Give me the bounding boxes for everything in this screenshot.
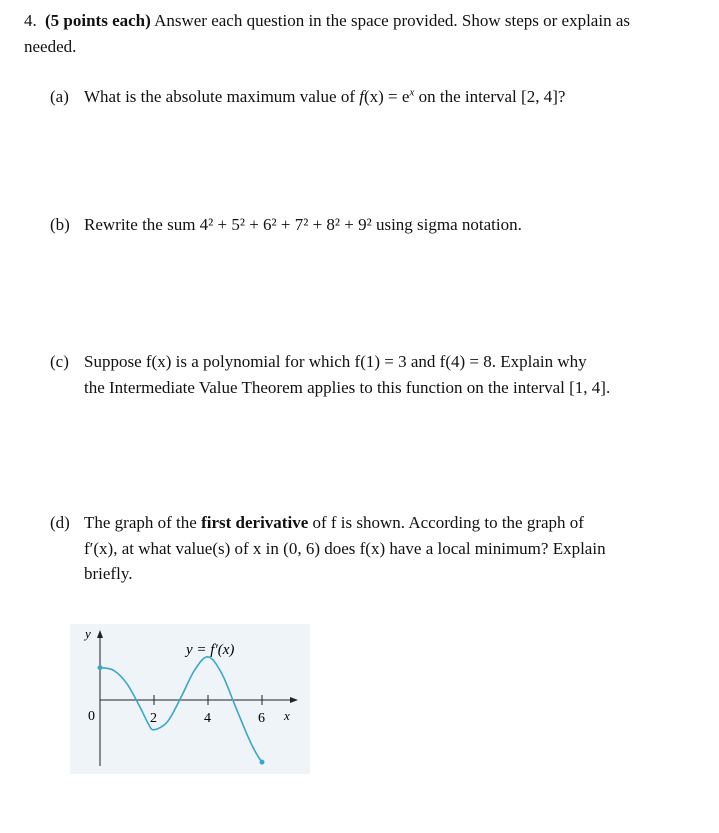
derivative-graph	[70, 624, 310, 774]
x-tick-label-6: 6	[258, 711, 265, 726]
part-a-label: (a)	[50, 87, 69, 106]
part-a-fx: f	[359, 87, 364, 106]
problem-header	[24, 8, 684, 59]
part-d-label: (d)	[50, 513, 70, 532]
part-d-line2: f′(x), at what value(s) of x in (0, 6) does f(x) have a local minimum? Explain	[84, 538, 606, 558]
part-d-text2: of f is shown. According to the graph of	[312, 513, 584, 532]
part-a-exp: x	[409, 86, 415, 99]
problem-number: 4.	[24, 11, 37, 30]
part-d-text1: The graph of the	[84, 513, 197, 532]
part-b-text-after: using sigma notation.	[375, 215, 522, 234]
part-c-label: (c)	[50, 352, 69, 371]
problem-4	[24, 8, 684, 59]
y-axis-label: y	[85, 626, 91, 641]
part-a-text-after: on the interval [2, 4]?	[418, 87, 566, 106]
part-b-text-before: Rewrite the sum	[84, 215, 196, 234]
points-label: (5 points each)	[45, 11, 151, 30]
part-b	[50, 212, 680, 238]
instructions: Answer each question in the space provided. Show steps or explain as needed.	[24, 11, 630, 56]
curve-start-point	[98, 665, 103, 670]
part-b-label: (b)	[50, 215, 70, 234]
part-d	[50, 510, 680, 587]
curve-label: y = f′(x)	[186, 642, 235, 658]
part-b-sum: 4² + 5² + 6² + 7² + 8² + 9²	[199, 215, 372, 234]
part-d-bold: first derivative	[201, 513, 309, 532]
part-d-line3: briefly.	[84, 564, 133, 583]
part-a-fx-arg: (x) = e	[363, 87, 410, 106]
origin-label: 0	[88, 709, 95, 724]
part-a	[50, 84, 680, 110]
part-c	[50, 349, 680, 400]
x-tick-label-2: 2	[150, 711, 157, 726]
curve-end-point	[260, 760, 265, 765]
x-tick-label-4: 4	[204, 711, 211, 726]
part-a-text-before: What is the absolute maximum value of	[84, 87, 355, 106]
part-c-line2: the Intermediate Value Theorem applies to this function on the interval [1, 4].	[84, 377, 611, 397]
x-axis-label: x	[284, 708, 290, 723]
part-c-line1: Suppose f(x) is a polynomial for which f(1) = 3 and f(4) = 8. Explain why	[84, 352, 587, 371]
